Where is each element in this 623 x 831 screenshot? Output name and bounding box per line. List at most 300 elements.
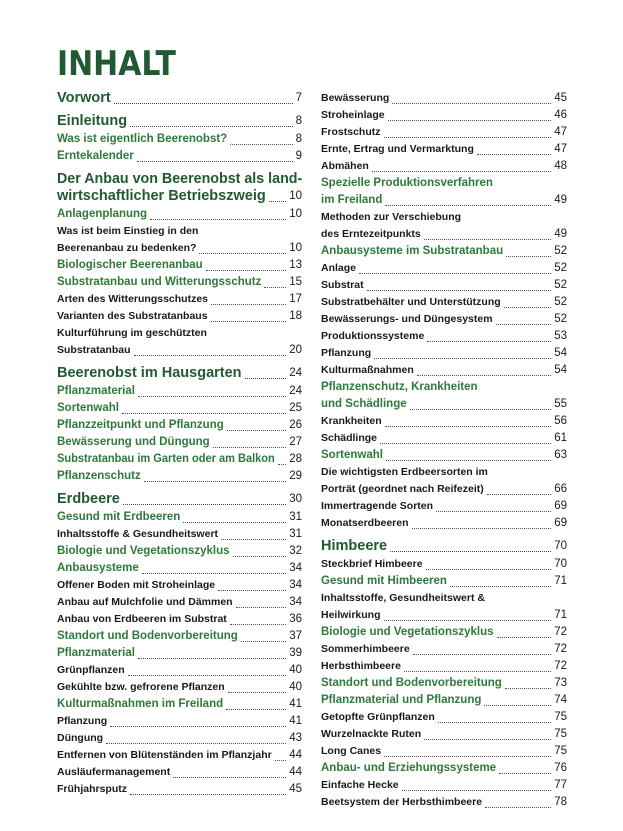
toc-entry[interactable] (57, 365, 302, 382)
leader-dots (230, 144, 292, 145)
toc-page-number: 20 (289, 344, 302, 356)
toc-entry[interactable] (57, 509, 302, 526)
toc-page-number: 32 (289, 545, 302, 557)
leader-dots (130, 794, 286, 795)
toc-entry[interactable] (321, 538, 567, 555)
toc-entry[interactable] (321, 141, 567, 158)
toc-entry-title: Frühjahrsputz (57, 783, 127, 795)
leader-dots (424, 739, 551, 740)
page-title: INHALT (57, 44, 176, 84)
leader-dots (359, 273, 551, 274)
toc-entry-title: Anlage (321, 262, 357, 274)
toc-entry[interactable] (57, 257, 302, 274)
toc-entry-title: und Schädlinge (321, 398, 407, 410)
toc-page-number: 66 (554, 483, 567, 495)
toc-page-number: 47 (554, 143, 567, 155)
leader-dots (499, 773, 551, 774)
toc-entry[interactable] (57, 131, 302, 148)
toc-page-number: 75 (554, 745, 567, 757)
toc-page-number: 48 (554, 160, 567, 172)
toc-entry-title: Substrat (321, 279, 364, 291)
leader-dots (504, 307, 552, 308)
toc-page-number: 77 (554, 779, 567, 791)
leader-dots (227, 430, 286, 431)
toc-entry[interactable] (57, 113, 302, 130)
toc-page-number: 52 (554, 245, 567, 257)
toc-entry-title: Getopfte Grünpflanzen (321, 711, 435, 723)
toc-entry[interactable] (321, 794, 567, 811)
toc-entry-title: Varianten des Substratanbaus (57, 310, 208, 322)
toc-entry-title: Pflanzzeitpunkt und Pflanzung (57, 419, 224, 431)
leader-dots (123, 504, 286, 505)
leader-dots (505, 688, 551, 689)
toc-page-number: 71 (554, 609, 567, 621)
toc-entry-title: Anlagenplanung (57, 208, 148, 220)
toc-entry[interactable] (57, 560, 302, 577)
leader-dots (384, 620, 552, 621)
toc-entry[interactable] (321, 624, 567, 641)
toc-page-number: 24 (289, 367, 302, 379)
toc-entry[interactable] (321, 294, 567, 311)
leader-dots (138, 396, 286, 397)
toc-page-number: 26 (289, 419, 302, 431)
toc-entry[interactable] (57, 662, 302, 679)
toc-entry-title: Einfache Hecke (321, 779, 399, 791)
toc-entry-title: Inhaltsstoffe & Gesundheitswert (57, 528, 219, 540)
toc-page-number: 7 (295, 92, 302, 104)
toc-page-number: 36 (289, 613, 302, 625)
toc-entry[interactable] (57, 274, 302, 291)
leader-dots (142, 573, 286, 574)
leader-dots (233, 556, 287, 557)
leader-dots (150, 219, 286, 220)
toc-page-number: 52 (554, 279, 567, 291)
toc-entry-title: Ernte, Ertrag und Vermarktung (321, 143, 474, 155)
toc-entry-title: Bewässerungs- und Düngesystem (321, 313, 493, 325)
leader-dots (211, 304, 286, 305)
toc-entry[interactable] (57, 577, 302, 594)
toc-entry-title: Einleitung (57, 113, 128, 129)
toc-page-number: 52 (554, 296, 567, 308)
toc-page-number: 45 (554, 92, 567, 104)
toc-entry[interactable] (57, 645, 302, 662)
toc-entry-title: Produktionssysteme (321, 330, 425, 342)
toc-entry-title: Bewässerung und Düngung (57, 436, 210, 448)
toc-entry[interactable] (57, 468, 302, 485)
toc-page-number: 15 (289, 276, 302, 288)
toc-page-number: 49 (554, 194, 567, 206)
toc-entry-title: Steckbrief Himbeere (321, 558, 423, 570)
leader-dots (110, 726, 286, 727)
toc-entry-title: Standort und Bodenvorbereitung (321, 677, 502, 689)
leader-dots (385, 205, 551, 206)
toc-entry-title: Porträt (geordnet nach Reifezeit) (321, 483, 484, 495)
toc-entry[interactable] (321, 209, 567, 243)
toc-entry-title: Biologischer Beerenanbau (57, 259, 203, 271)
leader-dots (221, 539, 286, 540)
leader-dots (211, 321, 287, 322)
toc-entry[interactable] (57, 171, 302, 205)
toc-page-number: 54 (554, 364, 567, 376)
toc-entry-title: Substratbehälter und Unterstützung (321, 296, 501, 308)
leader-dots (245, 378, 287, 379)
toc-entry-title-line: Die wichtigsten Erdbeersorten im (321, 466, 488, 478)
toc-entry-title: Beerenanbau zu bedenken? (57, 242, 197, 254)
leader-dots (241, 641, 286, 642)
toc-entry-title-line: Spezielle Produktionsverfahren (321, 177, 493, 189)
toc-page-number: 55 (554, 398, 567, 410)
leader-dots (206, 270, 286, 271)
toc-entry[interactable] (321, 658, 567, 675)
toc-entry-title: Ausläufermanagement (57, 766, 171, 778)
toc-entry[interactable] (321, 777, 567, 794)
leader-dots (269, 201, 287, 202)
toc-entry[interactable] (321, 107, 567, 124)
toc-entry-title: Pflanzung (57, 715, 108, 727)
toc-entry-title: Anbau auf Mulchfolie und Dämmen (57, 596, 233, 608)
toc-entry[interactable] (57, 526, 302, 543)
leader-dots (385, 426, 552, 427)
toc-entry-title: Pflanzung (321, 347, 372, 359)
toc-entry-title: Vorwort (57, 90, 111, 106)
toc-page-number: 46 (554, 109, 567, 121)
toc-page-number: 44 (289, 749, 302, 761)
leader-dots (138, 658, 286, 659)
toc-page-number: 10 (289, 190, 302, 202)
toc-entry-title: Substratanbau und Witterungsschutz (57, 276, 262, 288)
leader-dots (173, 777, 286, 778)
toc-entry-title: Beerenobst im Hausgarten (57, 365, 242, 381)
toc-page-number: 13 (289, 259, 302, 271)
toc-page-number: 9 (295, 150, 302, 162)
toc-entry-title: Anbausysteme (57, 562, 139, 574)
toc-entry[interactable] (57, 696, 302, 713)
toc-entry[interactable] (57, 383, 302, 400)
leader-dots (199, 253, 286, 254)
toc-entry-title-line: Kulturführung im geschützten (57, 327, 207, 339)
leader-dots (426, 569, 552, 570)
toc-entry[interactable] (321, 675, 567, 692)
toc-entry-title: Was ist eigentlich Beerenobst? (57, 133, 228, 145)
leader-dots (392, 103, 551, 104)
toc-page-number: 41 (289, 715, 302, 727)
toc-entry[interactable] (321, 90, 567, 107)
toc-page-number: 47 (554, 126, 567, 138)
toc-page-number: 52 (554, 262, 567, 274)
leader-dots (388, 120, 552, 121)
toc-entry[interactable] (321, 692, 567, 709)
toc-page-number: 72 (554, 643, 567, 655)
toc-entry-title: Substratanbau im Garten oder am Balkon (57, 453, 275, 465)
toc-entry-title: Stroheinlage (321, 109, 385, 121)
toc-entry[interactable] (57, 90, 302, 107)
toc-page-number: 41 (289, 698, 302, 710)
toc-page-number: 28 (289, 453, 302, 465)
toc-entry[interactable] (57, 451, 302, 468)
toc-entry-title: Pflanzmaterial (57, 647, 135, 659)
leader-dots (130, 126, 293, 127)
toc-entry-title: Arten des Witterungsschutzes (57, 293, 209, 305)
toc-page-number: 75 (554, 728, 567, 740)
toc-page-number: 69 (554, 500, 567, 512)
toc-entry[interactable] (321, 743, 567, 760)
toc-page-number: 52 (554, 313, 567, 325)
toc-page-number: 43 (289, 732, 302, 744)
leader-dots (128, 675, 287, 676)
toc-entry[interactable] (57, 628, 302, 645)
toc-entry-title: Anbausysteme im Substratanbau (321, 245, 504, 257)
toc-entry-title: Offener Boden mit Stroheinlage (57, 579, 216, 591)
toc-entry[interactable] (321, 243, 567, 260)
toc-entry-title-line: Methoden zur Verschiebung (321, 211, 462, 223)
leader-dots (134, 355, 287, 356)
leader-dots (417, 375, 551, 376)
toc-entry-title: Immertragende Sorten (321, 500, 434, 512)
toc-entry-title: Krankheiten (321, 415, 382, 427)
toc-entry[interactable] (321, 464, 567, 498)
toc-page-number: 75 (554, 711, 567, 723)
toc-page-number: 70 (554, 558, 567, 570)
toc-entry[interactable] (321, 124, 567, 141)
toc-right-column (321, 90, 567, 811)
leader-dots (380, 443, 551, 444)
toc-page-number: 10 (289, 208, 302, 220)
toc-page-number: 72 (554, 660, 567, 672)
toc-entry[interactable] (321, 573, 567, 590)
toc-entry[interactable] (57, 434, 302, 451)
toc-page-number: 34 (289, 579, 302, 591)
toc-page-number: 31 (289, 528, 302, 540)
toc-page-number: 76 (554, 762, 567, 774)
toc-entry[interactable] (57, 308, 302, 325)
toc-entry[interactable] (321, 447, 567, 464)
toc-entry-title: Abmähen (321, 160, 369, 172)
toc-page-number: 73 (554, 677, 567, 689)
leader-dots (386, 460, 551, 461)
toc-entry-title: Standort und Bodenvorbereitung (57, 630, 238, 642)
toc-entry-title: Sortenwahl (321, 449, 383, 461)
toc-entry-title: Herbsthimbeere (321, 660, 401, 672)
toc-page-number: 40 (289, 664, 302, 676)
toc-entry[interactable] (321, 362, 567, 379)
leader-dots (144, 481, 286, 482)
leader-dots (390, 551, 551, 552)
leader-dots (484, 705, 551, 706)
toc-entry[interactable] (57, 679, 302, 696)
leader-dots (367, 290, 552, 291)
toc-entry[interactable] (321, 515, 567, 532)
leader-dots (372, 171, 551, 172)
leader-dots (278, 464, 286, 465)
leader-dots (230, 624, 286, 625)
toc-entry[interactable] (321, 345, 567, 362)
toc-page-number: 25 (289, 402, 302, 414)
toc-entry-title: Heilwirkung (321, 609, 381, 621)
toc-entry[interactable] (321, 641, 567, 658)
toc-entry[interactable] (57, 764, 302, 781)
leader-dots (137, 161, 293, 162)
toc-entry[interactable] (321, 726, 567, 743)
toc-entry-title: Grünpflanzen (57, 664, 125, 676)
toc-page-number: 56 (554, 415, 567, 427)
toc-page-number: 10 (289, 242, 302, 254)
leader-dots (114, 103, 293, 104)
toc-entry-title: Schädlinge (321, 432, 378, 444)
toc-entry-title: Düngung (57, 732, 104, 744)
leader-dots (106, 743, 286, 744)
toc-entry-title: Sortenwahl (57, 402, 119, 414)
toc-entry[interactable] (57, 747, 302, 764)
leader-dots (487, 494, 551, 495)
toc-entry-title-line: Pflanzenschutz, Krankheiten (321, 381, 478, 393)
toc-entry[interactable] (321, 760, 567, 777)
leader-dots (183, 522, 286, 523)
toc-entry[interactable] (57, 400, 302, 417)
toc-entry-title: Kulturmaßnahmen im Freiland (57, 698, 224, 710)
leader-dots (485, 807, 551, 808)
toc-entry[interactable] (57, 713, 302, 730)
toc-page-number: 53 (554, 330, 567, 342)
toc-entry-title: Long Canes (321, 745, 382, 757)
toc-entry[interactable] (321, 430, 567, 447)
toc-entry-title: Pflanzmaterial und Pflanzung (321, 694, 482, 706)
toc-entry[interactable] (57, 206, 302, 223)
leader-dots (264, 287, 286, 288)
toc-page-number: 44 (289, 766, 302, 778)
leader-dots (424, 239, 551, 240)
leader-dots (410, 409, 552, 410)
toc-page-number: 39 (289, 647, 302, 659)
toc-entry[interactable] (57, 611, 302, 628)
toc-entry[interactable] (57, 148, 302, 165)
toc-entry-title: Sommerhimbeere (321, 643, 410, 655)
toc-entry-title: im Freiland (321, 194, 383, 206)
toc-entry[interactable] (321, 277, 567, 294)
toc-entry-title: Himbeere (321, 538, 388, 554)
toc-entry[interactable] (321, 590, 567, 624)
toc-entry-title-line: Inhaltsstoffe, Gesundheitswert & (321, 592, 485, 604)
leader-dots (213, 447, 287, 448)
toc-page-number: 74 (554, 694, 567, 706)
toc-entry-title: Pflanzmaterial (57, 385, 135, 397)
leader-dots (427, 341, 551, 342)
toc-entry-title: Monatserdbeeren (321, 517, 409, 529)
toc-entry[interactable] (57, 594, 302, 611)
toc-entry-title: wirtschaftlicher Betriebszweig (57, 188, 266, 204)
toc-page-number: 24 (289, 385, 302, 397)
toc-page-number: 27 (289, 436, 302, 448)
toc-page-number: 37 (289, 630, 302, 642)
toc-page-number: 69 (554, 517, 567, 529)
toc-entry[interactable] (57, 417, 302, 434)
toc-entry[interactable] (321, 260, 567, 277)
toc-entry-title: Anbau- und Erziehungssysteme (321, 762, 497, 774)
toc-entry-title-line: Was ist beim Einstieg in den (57, 225, 199, 237)
toc-page-number: 54 (554, 347, 567, 359)
toc-page-number: 30 (289, 493, 302, 505)
toc-entry-title: des Erntezeitpunkts (321, 228, 421, 240)
toc-entry[interactable] (321, 498, 567, 515)
toc-entry[interactable] (57, 223, 302, 257)
toc-entry-title: Erdbeere (57, 491, 120, 507)
toc-entry-title: Bewässerung (321, 92, 390, 104)
toc-entry-title: Gekühlte bzw. gefrorene Pflanzen (57, 681, 225, 693)
toc-entry-title: Substratanbau (57, 344, 131, 356)
toc-entry-title: Wurzelnackte Ruten (321, 728, 422, 740)
toc-entry-title: Kulturmaßnahmen (321, 364, 414, 376)
toc-entry[interactable] (321, 379, 567, 413)
toc-entry[interactable] (321, 175, 567, 209)
leader-dots (228, 692, 287, 693)
toc-page-number: 71 (554, 575, 567, 587)
leader-dots (412, 528, 552, 529)
leader-dots (436, 511, 551, 512)
toc-page-number: 34 (289, 562, 302, 574)
toc-entry[interactable] (321, 709, 567, 726)
leader-dots (506, 256, 551, 257)
leader-dots (497, 637, 552, 638)
toc-entry[interactable] (57, 291, 302, 308)
toc-entry[interactable] (57, 325, 302, 359)
toc-page-number: 29 (289, 470, 302, 482)
toc-entry[interactable] (321, 158, 567, 175)
leader-dots (404, 671, 551, 672)
toc-entry[interactable] (321, 328, 567, 345)
leader-dots (236, 607, 287, 608)
toc-entry[interactable] (57, 543, 302, 560)
toc-entry-title: Anbau von Erdbeeren im Substrat (57, 613, 227, 625)
toc-entry[interactable] (57, 781, 302, 798)
leader-dots (226, 709, 286, 710)
toc-left-column (57, 90, 302, 798)
toc-entry[interactable] (321, 311, 567, 328)
toc-entry-title: Frostschutz (321, 126, 381, 138)
toc-entry-title: Entfernen von Blütenständen im Pflanzjahr (57, 749, 272, 761)
toc-page-number: 49 (554, 228, 567, 240)
toc-entry[interactable] (321, 556, 567, 573)
leader-dots (374, 358, 551, 359)
toc-entry[interactable] (57, 730, 302, 747)
toc-entry-title: Erntekalender (57, 150, 134, 162)
toc-entry-title: Biologie und Vegetationszyklus (321, 626, 494, 638)
toc-page-number: 61 (554, 432, 567, 444)
toc-page-number: 40 (289, 681, 302, 693)
leader-dots (477, 154, 551, 155)
toc-page-number: 70 (554, 540, 567, 552)
leader-dots (122, 413, 286, 414)
toc-entry-title: Pflanzenschutz (57, 470, 141, 482)
toc-page-number: 72 (554, 626, 567, 638)
toc-page-number: 8 (295, 115, 302, 127)
toc-entry[interactable] (321, 413, 567, 430)
toc-page-number: 45 (289, 783, 302, 795)
leader-dots (384, 756, 551, 757)
toc-page-number: 31 (289, 511, 302, 523)
toc-entry-title-line: Der Anbau von Beerenobst als land- (57, 171, 303, 187)
leader-dots (275, 760, 287, 761)
toc-page-number: 78 (554, 796, 567, 808)
leader-dots (402, 790, 552, 791)
leader-dots (438, 722, 551, 723)
toc-page-number: 34 (289, 596, 302, 608)
toc-entry-title: Beetsystem der Herbsthimbeere (321, 796, 483, 808)
toc-entry[interactable] (57, 491, 302, 508)
toc-page-number: 18 (289, 310, 302, 322)
toc-entry-title: Gesund mit Erdbeeren (57, 511, 181, 523)
leader-dots (413, 654, 552, 655)
toc-page-number: 17 (289, 293, 302, 305)
toc-page-number: 8 (295, 133, 302, 145)
